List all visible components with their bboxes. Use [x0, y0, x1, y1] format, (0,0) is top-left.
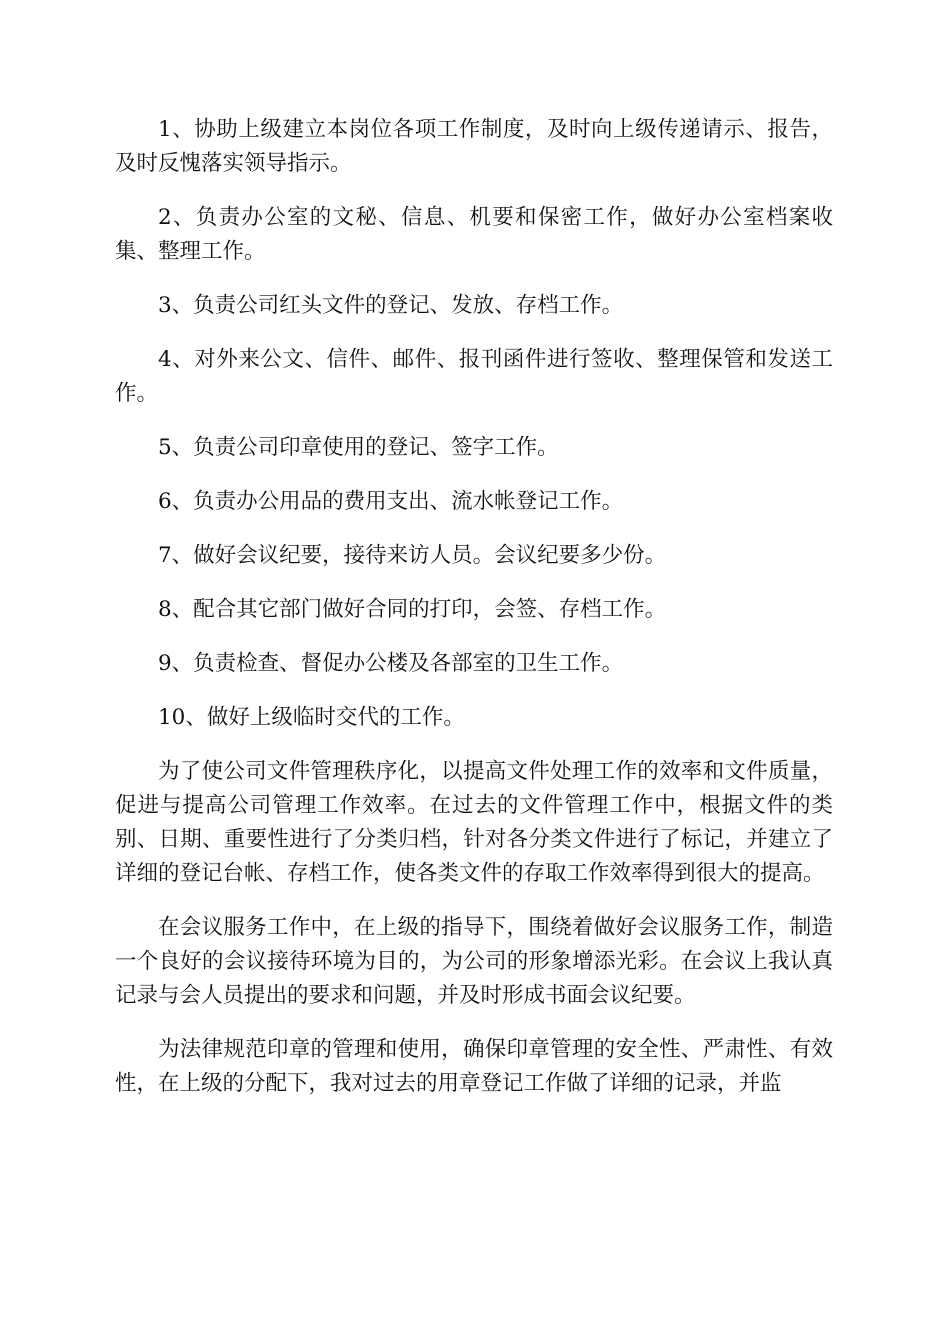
- duty-item-3: 3、负责公司红头文件的登记、发放、存档工作。: [158, 293, 624, 318]
- paragraph-file-management: 为了使公司文件管理秩序化，以提高文件处理工作的效率和文件质量，促进与提高公司管理工作效率。在过去的文件管理工作中，根据文件的类别、日期、重要性进行了分类归档，针对各分类文件进行了标记，并建立了详细的登记台帐、存档工作，使各类文件的存取工作效率得到很大的提高。: [115, 759, 833, 886]
- duty-item-1: 1、协助上级建立本岗位各项工作制度，及时向上级传递请示、报告，及时反愧落实领导指示。: [115, 117, 833, 176]
- duty-item-6: 6、负责办公用品的费用支出、流水帐登记工作。: [158, 489, 624, 514]
- duty-item-8: 8、配合其它部门做好合同的打印，会签、存档工作。: [158, 597, 667, 622]
- duty-item-7: 7、做好会议纪要，接待来访人员。会议纪要多少份。: [158, 543, 667, 568]
- paragraph-meeting-service: 在会议服务工作中，在上级的指导下，围绕着做好会议服务工作，制造一个良好的会议接待环境为目的，为公司的形象增添光彩。在会议上我认真记录与会人员提出的要求和问题，并及时形成书面会议纪要。: [115, 915, 833, 1008]
- paragraph-seal-management: 为法律规范印章的管理和使用，确保印章管理的安全性、严肃性、有效性，在上级的分配下，我对过去的用章登记工作做了详细的记录，并监: [115, 1037, 833, 1096]
- duty-item-9: 9、负责检查、督促办公楼及各部室的卫生工作。: [158, 651, 624, 676]
- document-page: [115, 113, 833, 1121]
- duty-item-2: 2、负责办公室的文秘、信息、机要和保密工作，做好办公室档案收集、整理工作。: [115, 205, 833, 264]
- duty-item-10: 10、做好上级临时交代的工作。: [158, 705, 465, 730]
- duty-item-5: 5、负责公司印章使用的登记、签字工作。: [158, 435, 559, 460]
- duty-item-4: 4、对外来公文、信件、邮件、报刊函件进行签收、整理保管和发送工作。: [115, 347, 833, 406]
